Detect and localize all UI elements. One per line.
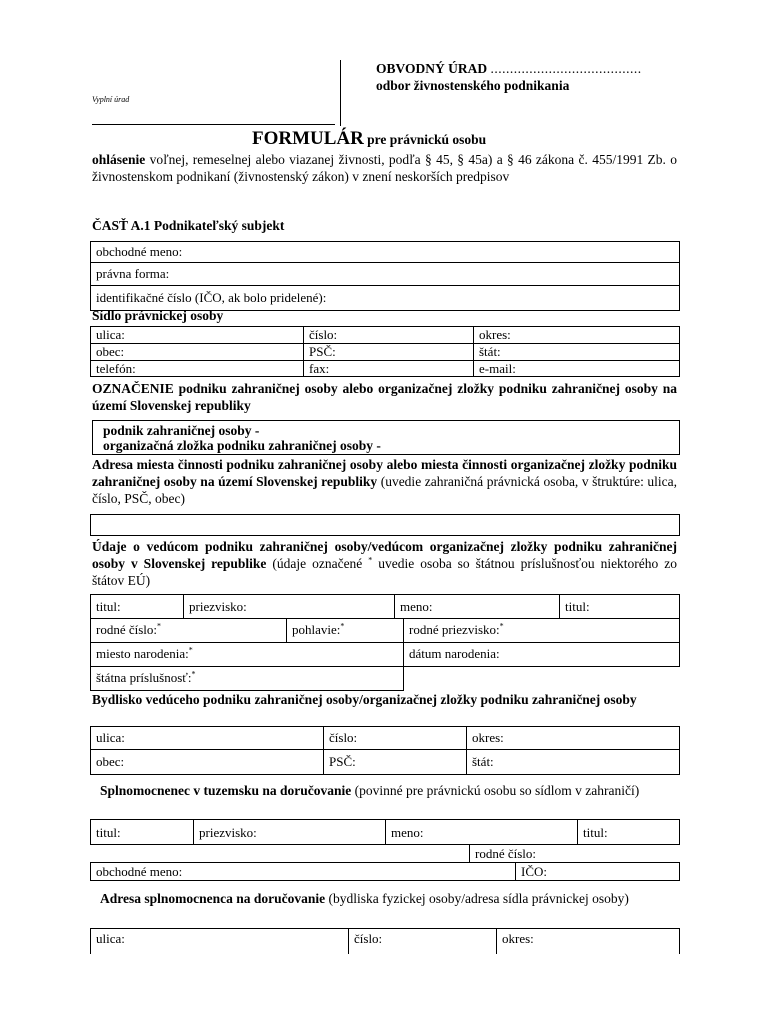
residence-district-field[interactable]: okres:: [472, 730, 504, 745]
residence-state-field[interactable]: štát:: [472, 754, 494, 769]
manager-title2-field[interactable]: titul:: [565, 599, 590, 614]
seat-district-field[interactable]: okres:: [479, 327, 511, 342]
manager-row-1: [90, 594, 680, 619]
designation-heading: OZNAČENIE podniku zahraničnej osoby alebo organizačnej zložky podniku zahraničnej osoby na území Slovenskej republiky: [92, 381, 677, 413]
seat-number-field[interactable]: číslo:: [304, 327, 474, 343]
manager-row-4: [90, 666, 404, 691]
header-divider: [340, 60, 341, 126]
business-name-field[interactable]: obchodné meno:: [96, 244, 183, 259]
proxy-title-field[interactable]: titul:: [91, 820, 194, 844]
seat-table: [90, 326, 680, 377]
manager-birth-place-field[interactable]: miesto narodenia:*: [91, 642, 404, 666]
proxy-surname-field[interactable]: priezvisko:: [194, 820, 386, 844]
proxy-heading: Splnomocnenec v tuzemsku na doručovanie (povinné pre právnickú osobu so sídlom v zahraničí): [100, 783, 640, 798]
seat-phone-field[interactable]: telefón:: [91, 361, 304, 376]
residence-town-field[interactable]: obec:: [91, 750, 324, 774]
intro-paragraph: ohlásenie voľnej, remeselnej alebo viazanej živnosti, podľa § 45, § 45a) a § 46 zákona č. 455/1991 Zb. o živnostenskom podnikaní (živnostenský zákon) v znení neskorších predpisov: [92, 152, 677, 184]
form-title: FORMULÁR pre právnickú osobu: [252, 128, 487, 149]
proxy-name-field[interactable]: meno:: [386, 820, 578, 844]
designation-option-foreign-enterprise[interactable]: podnik zahraničnej osoby -: [103, 423, 260, 438]
manager-birth-date-field[interactable]: dátum narodenia:: [409, 646, 500, 661]
office-title: OBVODNÝ ÚRAD .......................................: [376, 61, 642, 76]
proxy-row-2-divider: [469, 845, 470, 863]
address-field[interactable]: [90, 514, 680, 536]
manager-birth-surname-field[interactable]: rodné priezvisko:*: [409, 621, 504, 637]
designation-box: [92, 420, 680, 455]
seat-street-field[interactable]: ulica:: [91, 327, 304, 343]
proxy-street-field[interactable]: ulica:: [91, 929, 349, 954]
residence-number-field[interactable]: číslo:: [324, 727, 467, 749]
legal-form-field[interactable]: právna forma:: [96, 266, 170, 281]
proxy-number-field[interactable]: číslo:: [349, 929, 497, 954]
proxy-row-3: [90, 862, 680, 881]
seat-town-field[interactable]: obec:: [91, 344, 304, 360]
address-heading: Adresa miesta činnosti podniku zahraničnej osoby alebo miesta činnosti organizačnej zložky podniku zahraničnej osoby na území Slovenskej republiky (uvedie zahraničná právnická osoba, v štruktúre: ulica, číslo, PSČ, obec): [92, 457, 677, 506]
ico-field[interactable]: identifikačné číslo (IČO, ak bolo pridelené):: [96, 290, 327, 305]
manager-name-field[interactable]: meno:: [395, 595, 560, 618]
seat-postcode-field[interactable]: PSČ:: [304, 344, 474, 360]
proxy-birth-number-field[interactable]: rodné číslo:: [475, 846, 537, 861]
proxy-address-heading: Adresa splnomocnenca na doručovanie (bydliska fyzickej osoby/adresa sídla právnickej osoby): [100, 891, 629, 906]
manager-sex-field[interactable]: pohlavie:*: [287, 618, 404, 642]
seat-state-field[interactable]: štát:: [479, 344, 501, 359]
proxy-business-name-field[interactable]: obchodné meno:: [91, 863, 516, 880]
manager-residence-heading: Bydlisko vedúceho podniku zahraničnej osoby/organizačnej zložky podniku zahraničnej osoby: [92, 692, 637, 707]
part-a1-heading: ČASŤ A.1 Podnikateľský subjekt: [92, 218, 285, 233]
proxy-title2-field[interactable]: titul:: [583, 825, 608, 840]
fill-note: Vyplní úrad: [92, 95, 130, 104]
office-subtitle: odbor živnostenského podnikania: [376, 78, 570, 93]
residence-postcode-field[interactable]: PSČ:: [324, 750, 467, 774]
proxy-ico-field[interactable]: IČO:: [521, 864, 547, 879]
residence-street-field[interactable]: ulica:: [91, 727, 324, 749]
manager-heading: Údaje o vedúcom podniku zahraničnej osoby/vedúcom organizačnej zložky podniku zahraničnej osoby v Slovenskej republike (údaje označené * uvedie osoba so štátnou príslušnosťou niektorého zo štátov EÚ): [92, 539, 678, 588]
subject-table: [90, 241, 680, 311]
manager-residence-table: [90, 726, 680, 775]
office-fill-line[interactable]: [92, 124, 335, 125]
manager-citizenship-field[interactable]: štátna príslušnosť:*: [96, 669, 196, 685]
manager-title-field[interactable]: titul:: [91, 595, 184, 618]
manager-row-2: [90, 618, 680, 643]
designation-option-branch[interactable]: organizačná zložka podniku zahraničnej osoby -: [103, 438, 381, 453]
manager-birth-number-field[interactable]: rodné číslo:*: [91, 618, 287, 642]
proxy-row-1: [90, 819, 680, 845]
seat-heading: Sídlo právnickej osoby: [92, 308, 224, 323]
manager-surname-field[interactable]: priezvisko:: [184, 595, 395, 618]
proxy-district-field[interactable]: okres:: [502, 931, 534, 946]
seat-fax-field[interactable]: fax:: [304, 361, 474, 376]
seat-email-field[interactable]: e-mail:: [479, 361, 516, 376]
proxy-address-row: [90, 928, 680, 954]
manager-row-3: [90, 642, 680, 667]
